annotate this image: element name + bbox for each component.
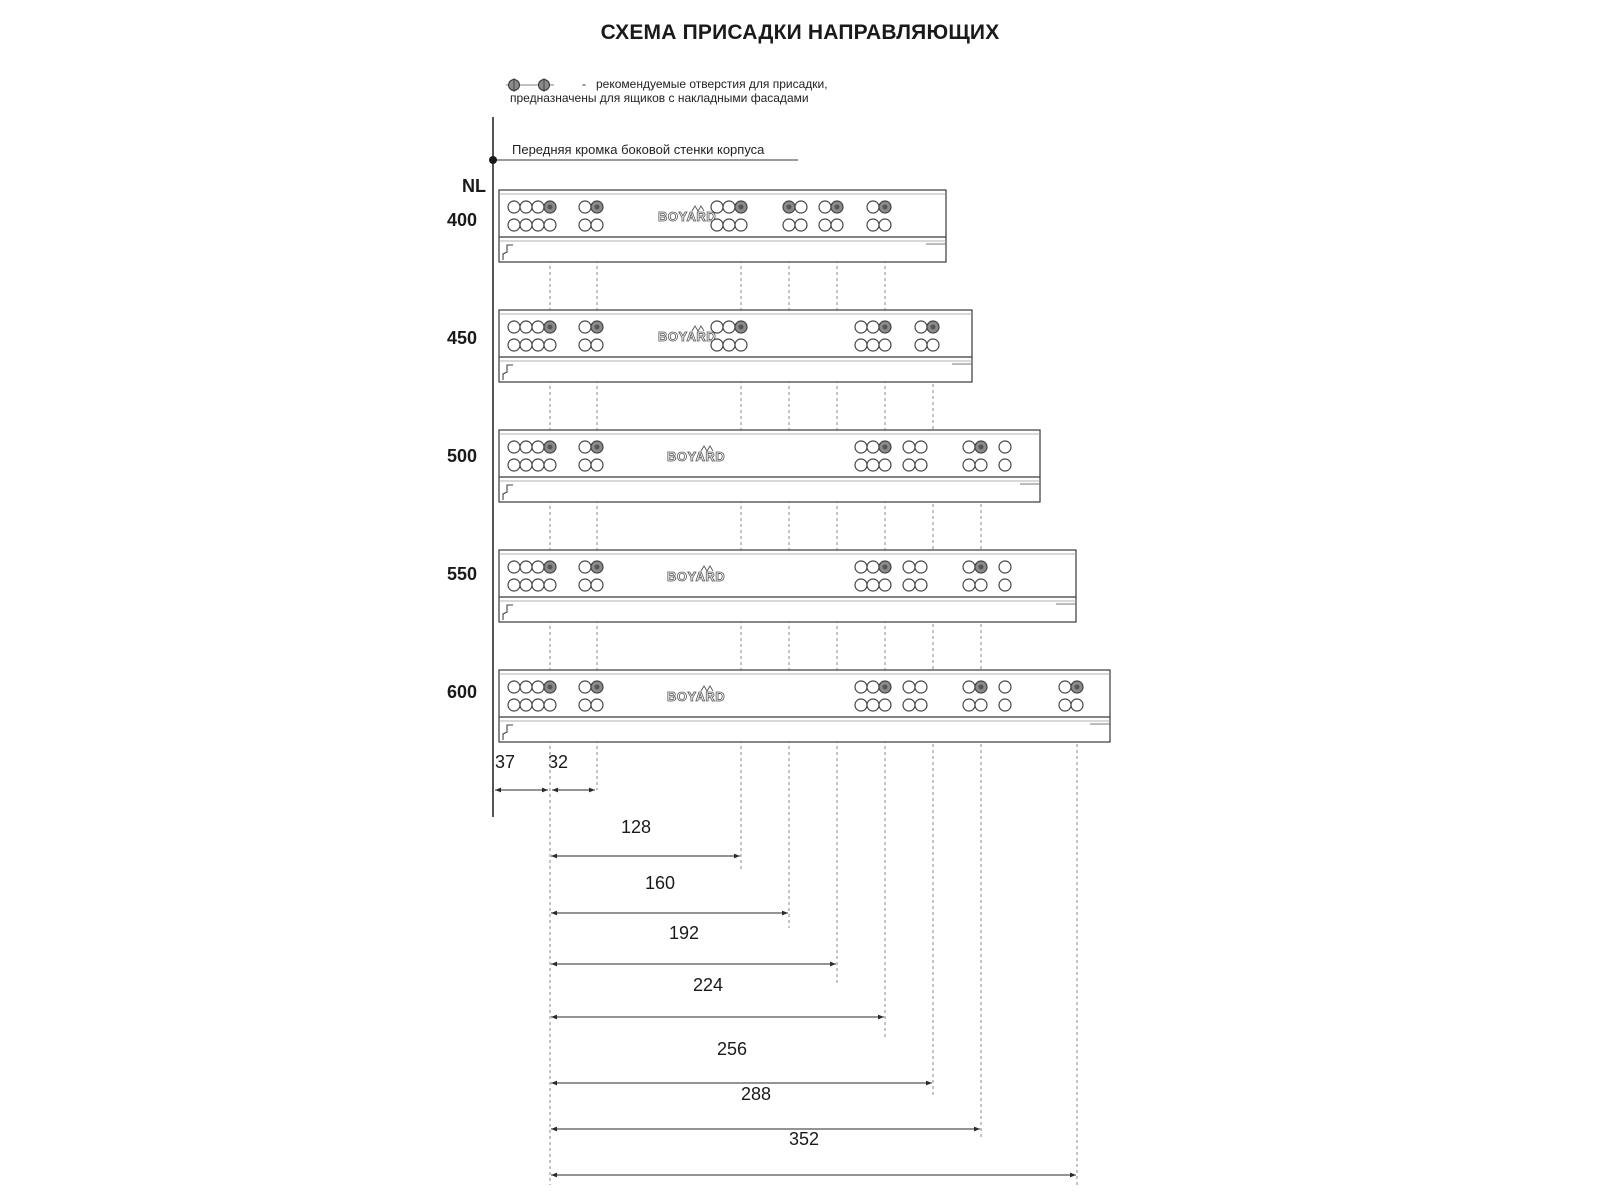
hole bbox=[867, 699, 879, 711]
hole bbox=[999, 699, 1011, 711]
hole bbox=[591, 699, 603, 711]
hole bbox=[879, 459, 891, 471]
hole bbox=[867, 321, 879, 333]
hole bbox=[579, 459, 591, 471]
front-edge-point bbox=[489, 156, 497, 164]
hole bbox=[903, 459, 915, 471]
hole bbox=[963, 681, 975, 693]
hole bbox=[879, 579, 891, 591]
hole bbox=[532, 681, 544, 693]
brand-logo: BOYARD bbox=[667, 689, 726, 704]
dim-label-160: 160 bbox=[644, 873, 676, 893]
hole bbox=[579, 441, 591, 453]
hole bbox=[579, 699, 591, 711]
hole bbox=[975, 579, 987, 591]
hole bbox=[915, 681, 927, 693]
hole bbox=[508, 699, 520, 711]
dim-label-128: 128 bbox=[620, 817, 652, 837]
hole bbox=[735, 219, 747, 231]
hole bbox=[579, 201, 591, 213]
hole bbox=[520, 681, 532, 693]
hole bbox=[975, 459, 987, 471]
rail-450 bbox=[499, 310, 972, 382]
hole bbox=[520, 201, 532, 213]
hole bbox=[855, 561, 867, 573]
hole bbox=[999, 459, 1011, 471]
hole bbox=[855, 339, 867, 351]
hole bbox=[508, 561, 520, 573]
diagram-title: СХЕМА ПРИСАДКИ НАПРАВЛЯЮЩИХ bbox=[600, 21, 1000, 44]
hole bbox=[544, 699, 556, 711]
hole bbox=[963, 561, 975, 573]
legend-line-2: предназначены для ящиков с накладными фасадами bbox=[510, 91, 809, 105]
hole bbox=[520, 561, 532, 573]
hole bbox=[855, 681, 867, 693]
hole bbox=[544, 459, 556, 471]
hole bbox=[520, 339, 532, 351]
legend-hole-symbols bbox=[506, 78, 554, 92]
hole bbox=[999, 561, 1011, 573]
hole bbox=[963, 579, 975, 591]
hole bbox=[520, 441, 532, 453]
hole bbox=[855, 321, 867, 333]
hole bbox=[999, 681, 1011, 693]
rails bbox=[499, 190, 1110, 742]
dim-label-192: 192 bbox=[668, 923, 700, 943]
hole bbox=[963, 459, 975, 471]
hole bbox=[520, 219, 532, 231]
hole bbox=[1071, 699, 1083, 711]
hole bbox=[723, 321, 735, 333]
hole bbox=[915, 339, 927, 351]
hole bbox=[903, 681, 915, 693]
hole bbox=[867, 441, 879, 453]
hole bbox=[735, 339, 747, 351]
hole bbox=[544, 579, 556, 591]
hole bbox=[903, 441, 915, 453]
hole bbox=[532, 561, 544, 573]
dim-label-32: 32 bbox=[547, 752, 569, 772]
hole bbox=[591, 579, 603, 591]
hole bbox=[975, 699, 987, 711]
hole bbox=[915, 699, 927, 711]
hole bbox=[879, 699, 891, 711]
dim-label-224: 224 bbox=[692, 975, 724, 995]
hole bbox=[855, 579, 867, 591]
hole bbox=[999, 441, 1011, 453]
rail-size-label-600: 600 bbox=[447, 682, 478, 702]
rail-size-label-400: 400 bbox=[447, 210, 478, 230]
hole bbox=[819, 219, 831, 231]
brand-logo: BOYARD bbox=[658, 329, 717, 344]
dim-label-352: 352 bbox=[788, 1129, 820, 1149]
hole bbox=[532, 699, 544, 711]
hole bbox=[532, 579, 544, 591]
rail-size-label-550: 550 bbox=[447, 564, 478, 584]
hole bbox=[915, 561, 927, 573]
hole bbox=[532, 459, 544, 471]
hole bbox=[867, 339, 879, 351]
hole bbox=[532, 201, 544, 213]
nl-label: NL bbox=[462, 176, 486, 196]
hole bbox=[915, 459, 927, 471]
hole bbox=[963, 699, 975, 711]
hole bbox=[532, 219, 544, 231]
hole bbox=[855, 441, 867, 453]
hole bbox=[520, 579, 532, 591]
hole bbox=[508, 579, 520, 591]
dim-label-288: 288 bbox=[740, 1084, 772, 1104]
hole bbox=[879, 339, 891, 351]
hole bbox=[867, 219, 879, 231]
hole bbox=[520, 459, 532, 471]
hole bbox=[508, 459, 520, 471]
front-edge-label: Передняя кромка боковой стенки корпуса bbox=[512, 142, 765, 157]
legend-line-1: - рекомендуемые отверстия для присадки, bbox=[510, 77, 828, 91]
hole bbox=[927, 339, 939, 351]
hole bbox=[795, 219, 807, 231]
brand-logo: BOYARD bbox=[667, 449, 726, 464]
hole bbox=[579, 681, 591, 693]
hole bbox=[999, 579, 1011, 591]
hole bbox=[867, 681, 879, 693]
hole bbox=[544, 219, 556, 231]
rail-550 bbox=[499, 550, 1076, 622]
rail-400 bbox=[499, 190, 946, 262]
hole bbox=[579, 339, 591, 351]
rail-size-label-450: 450 bbox=[447, 328, 478, 348]
hole bbox=[783, 219, 795, 231]
hole bbox=[508, 339, 520, 351]
rail-size-label-500: 500 bbox=[447, 446, 478, 466]
rail-600 bbox=[499, 670, 1110, 742]
hole bbox=[963, 441, 975, 453]
hole bbox=[579, 321, 591, 333]
dim-label-37: 37 bbox=[494, 752, 516, 772]
hole bbox=[855, 699, 867, 711]
dim-label-256: 256 bbox=[716, 1039, 748, 1059]
hole bbox=[520, 321, 532, 333]
hole bbox=[819, 201, 831, 213]
hole bbox=[915, 579, 927, 591]
hole bbox=[579, 579, 591, 591]
hole bbox=[903, 579, 915, 591]
hole bbox=[867, 459, 879, 471]
hole bbox=[831, 219, 843, 231]
brand-logo: BOYARD bbox=[667, 569, 726, 584]
hole bbox=[591, 219, 603, 231]
hole bbox=[508, 321, 520, 333]
hole bbox=[1059, 699, 1071, 711]
hole bbox=[723, 219, 735, 231]
hole bbox=[508, 219, 520, 231]
hole bbox=[532, 321, 544, 333]
hole bbox=[508, 441, 520, 453]
hole bbox=[591, 339, 603, 351]
hole bbox=[520, 699, 532, 711]
hole bbox=[867, 561, 879, 573]
hole bbox=[591, 459, 603, 471]
rail-500 bbox=[499, 430, 1040, 502]
dimension-lines bbox=[495, 790, 1076, 1175]
brand-logo: BOYARD bbox=[658, 209, 717, 224]
hole bbox=[723, 339, 735, 351]
hole bbox=[855, 459, 867, 471]
hole bbox=[579, 561, 591, 573]
hole bbox=[879, 219, 891, 231]
hole bbox=[532, 339, 544, 351]
hole bbox=[915, 441, 927, 453]
hole bbox=[867, 201, 879, 213]
hole bbox=[1059, 681, 1071, 693]
hole bbox=[508, 681, 520, 693]
hole bbox=[903, 699, 915, 711]
hole bbox=[795, 201, 807, 213]
hole bbox=[723, 201, 735, 213]
hole bbox=[867, 579, 879, 591]
hole bbox=[532, 441, 544, 453]
hole bbox=[915, 321, 927, 333]
hole bbox=[544, 339, 556, 351]
hole bbox=[508, 201, 520, 213]
hole bbox=[579, 219, 591, 231]
hole bbox=[903, 561, 915, 573]
